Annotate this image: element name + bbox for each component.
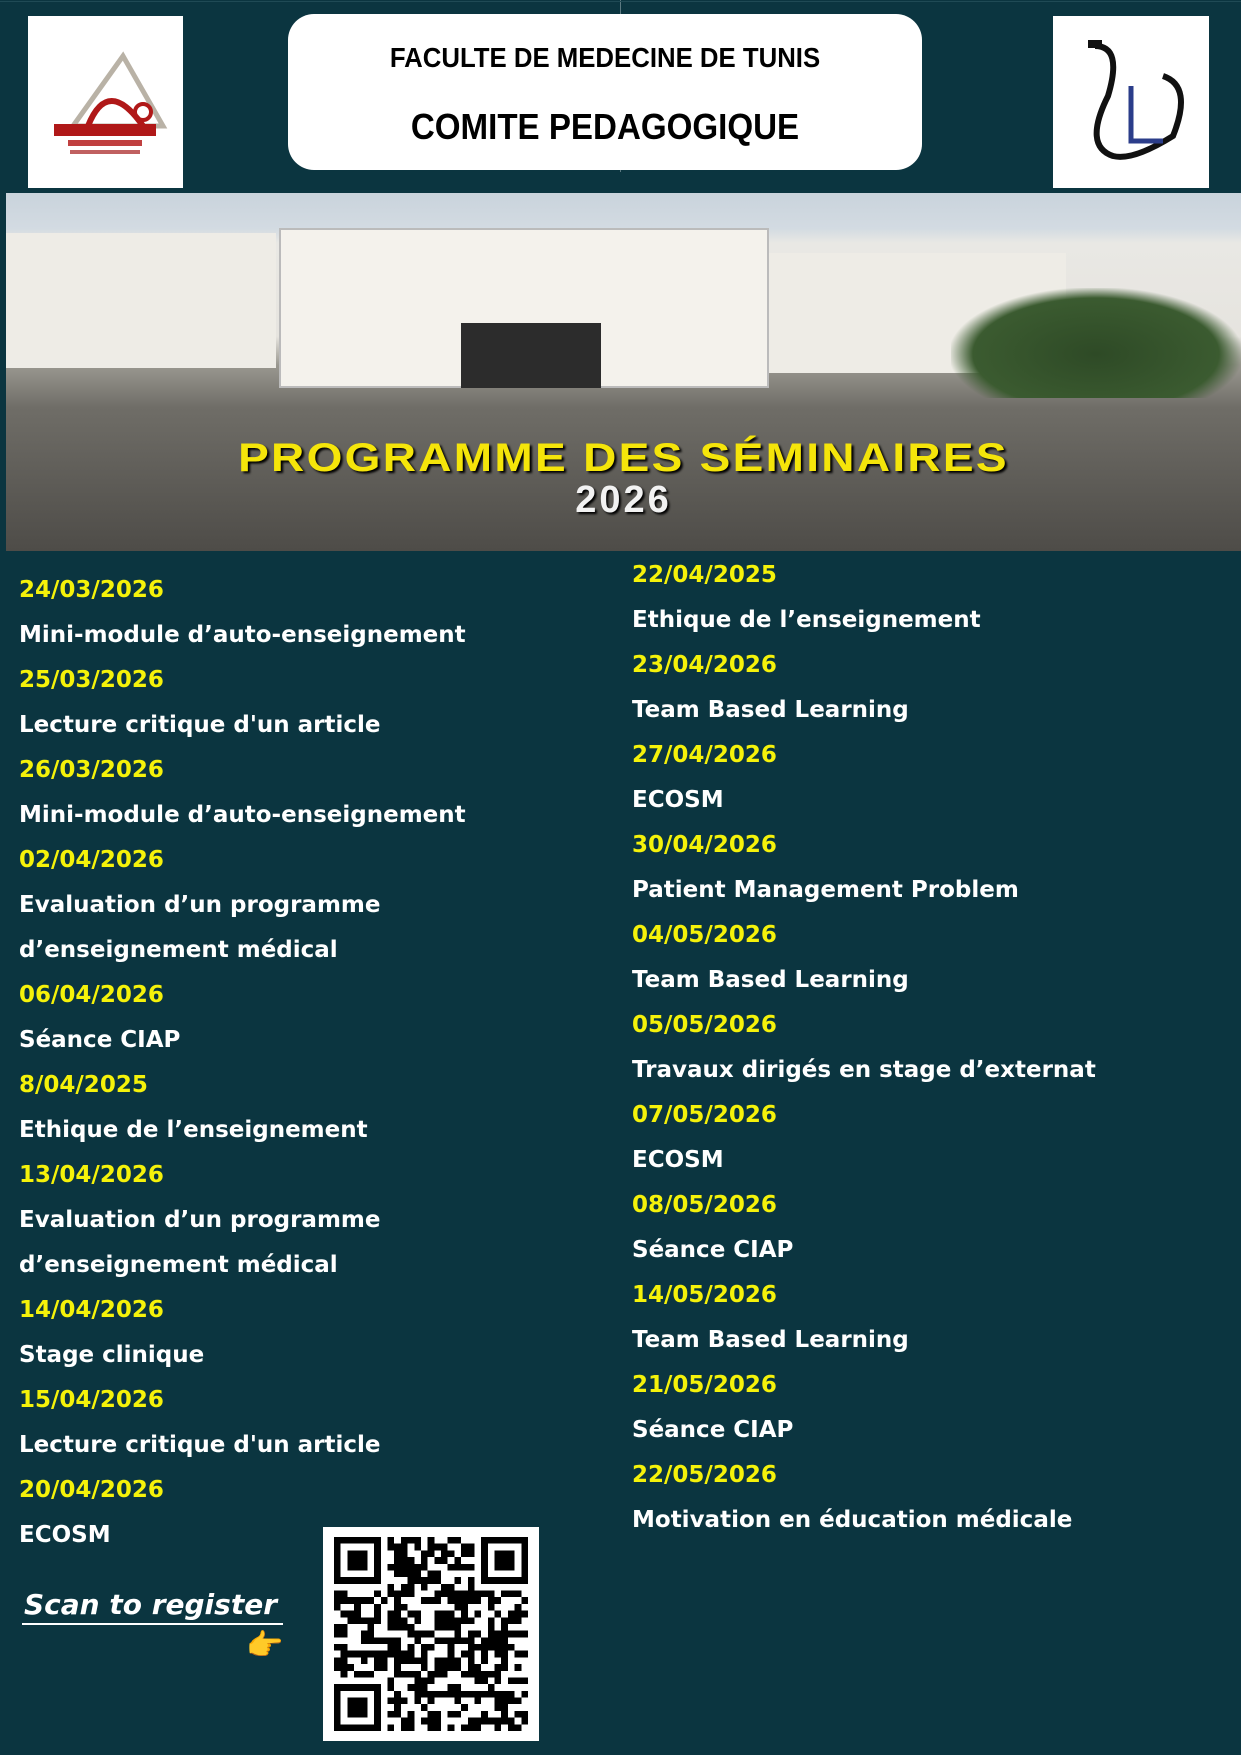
seminar-date: 30/04/2026: [632, 832, 777, 858]
seminar-title: Evaluation d’un programme: [19, 892, 381, 918]
seminar-title: Mini-module d’auto-enseignement: [19, 622, 466, 648]
scan-to-register-label: Scan to register: [22, 1588, 283, 1625]
seminar-title: Ethique de l’enseignement: [632, 607, 981, 633]
seminar-date: 13/04/2026: [19, 1162, 164, 1188]
trees: [951, 288, 1241, 398]
seminar-title: Lecture critique d'un article: [19, 712, 381, 738]
schedule-left: [19, 568, 619, 1558]
seminar-date: 22/04/2025: [632, 562, 777, 588]
seminar-title: Séance CIAP: [632, 1237, 794, 1263]
faculty-logo: [1053, 16, 1209, 188]
university-logo: [28, 16, 183, 188]
seminar-title: Travaux dirigés en stage d’externat: [632, 1057, 1096, 1083]
banner-title: PROGRAMME DES SÉMINAIRES: [238, 436, 1009, 480]
schedule-right: [632, 553, 1232, 1543]
header-box: [288, 14, 922, 170]
seminar-title: Stage clinique: [19, 1342, 205, 1368]
seminar-date: 14/05/2026: [632, 1282, 777, 1308]
seminar-title: ECOSM: [19, 1522, 111, 1548]
seminar-date: 25/03/2026: [19, 667, 164, 693]
seminar-title: Mini-module d’auto-enseignement: [19, 802, 466, 828]
seminar-date: 02/04/2026: [19, 847, 164, 873]
building-left: [6, 233, 276, 368]
seminar-date: 27/04/2026: [632, 742, 777, 768]
building-door: [461, 323, 601, 388]
seminar-date: 24/03/2026: [19, 577, 164, 603]
seminar-title: Ethique de l’enseignement: [19, 1117, 368, 1143]
seminar-date: 14/04/2026: [19, 1297, 164, 1323]
seminar-title: Patient Management Problem: [632, 877, 1019, 903]
seminar-title: Séance CIAP: [19, 1027, 181, 1053]
seminar-date: 23/04/2026: [632, 652, 777, 678]
seminar-title: Team Based Learning: [632, 967, 909, 993]
seminar-title: Team Based Learning: [632, 1327, 909, 1353]
seminar-date: 05/05/2026: [632, 1012, 777, 1038]
seminar-title: Evaluation d’un programme: [19, 1207, 381, 1233]
seminar-date: 04/05/2026: [632, 922, 777, 948]
seminar-date: 20/04/2026: [19, 1477, 164, 1503]
divider: [0, 1, 1241, 2]
banner-year: 2026: [575, 479, 672, 521]
seminar-title: d’enseignement médical: [19, 937, 338, 963]
seminar-title: Team Based Learning: [632, 697, 909, 723]
seminar-title: ECOSM: [632, 787, 724, 813]
seminar-date: 06/04/2026: [19, 982, 164, 1008]
seminar-date: 8/04/2025: [19, 1072, 148, 1098]
seminar-date: 15/04/2026: [19, 1387, 164, 1413]
seminar-title: Motivation en éducation médicale: [632, 1507, 1073, 1533]
registration-qr-code[interactable]: [323, 1527, 539, 1741]
seminar-date: 21/05/2026: [632, 1372, 777, 1398]
seminar-date: 08/05/2026: [632, 1192, 777, 1218]
seminar-title: Séance CIAP: [632, 1417, 794, 1443]
seminar-title: Lecture critique d'un article: [19, 1432, 381, 1458]
seminar-date: 22/05/2026: [632, 1462, 777, 1488]
seminar-title: ECOSM: [632, 1147, 724, 1173]
seminar-date: 07/05/2026: [632, 1102, 777, 1128]
committee-title: COMITE PEDAGOGIQUE: [410, 106, 800, 147]
seminar-date: 26/03/2026: [19, 757, 164, 783]
seminar-title: d’enseignement médical: [19, 1252, 338, 1278]
banner-photo: [6, 193, 1241, 551]
faculty-title: FACULTE DE MEDECINE DE TUNIS: [389, 42, 821, 73]
pointing-hand-icon: 👉: [246, 1628, 284, 1663]
